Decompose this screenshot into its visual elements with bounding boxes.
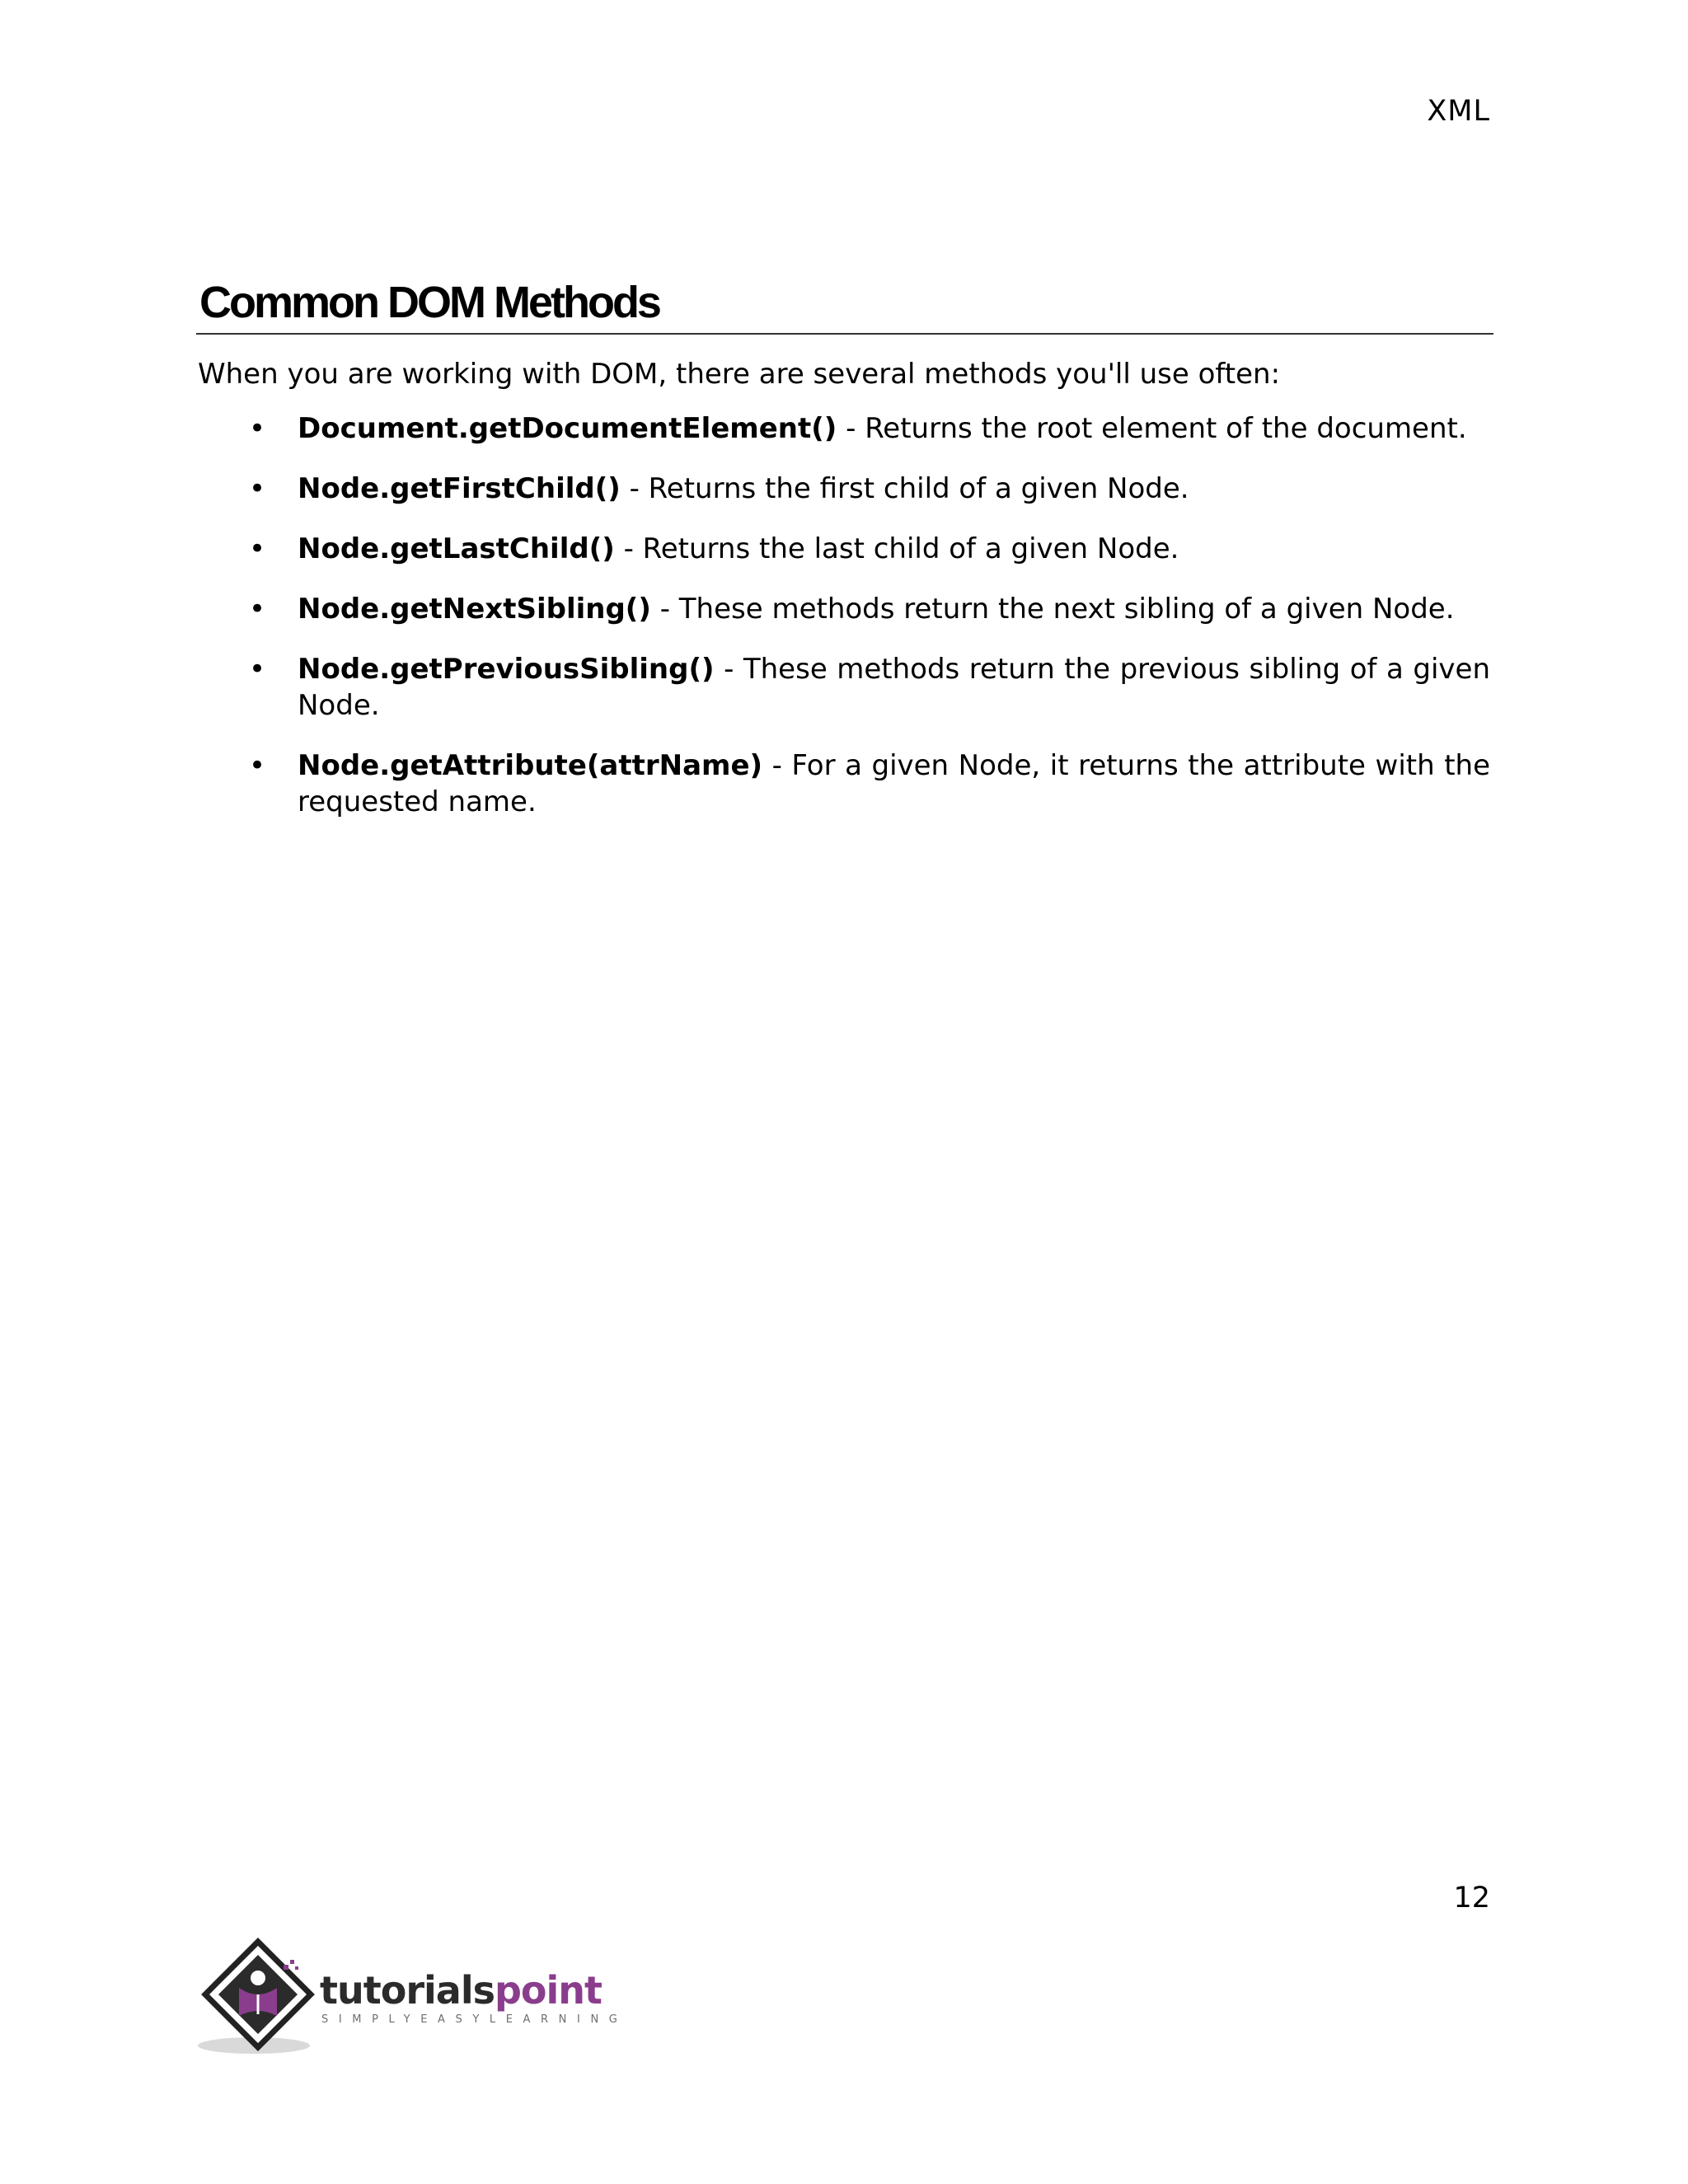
method-description: - Returns the root element of the document.	[837, 412, 1467, 446]
method-name: Node.getFirstChild()	[298, 472, 621, 506]
tutorialspoint-logo	[196, 1937, 628, 2060]
list-item	[198, 748, 1490, 820]
list-item	[198, 471, 1490, 507]
bullet-icon: •	[249, 532, 266, 566]
list-item	[198, 651, 1490, 724]
bullet-icon: •	[249, 412, 266, 446]
page-number: 12	[1453, 1882, 1490, 1915]
method-name: Node.getLastChild()	[298, 532, 615, 566]
logo-word-point: point	[494, 1968, 603, 2013]
list-item	[198, 531, 1490, 567]
list-item	[198, 591, 1490, 627]
logo-wordmark	[320, 1968, 603, 2013]
logo-tagline: SIMPLYEASYLEARNING	[321, 2013, 628, 2026]
method-description: - These methods return the previous sibling of a given Node.	[298, 653, 1490, 723]
method-description: - For a given Node, it returns the attribute with the requested name.	[298, 749, 1490, 819]
method-name: Document.getDocumentElement()	[298, 412, 837, 446]
bullet-icon: •	[249, 653, 266, 687]
bullet-icon: •	[249, 749, 266, 783]
method-description: - Returns the first child of a given Node.	[620, 472, 1189, 506]
title-rule	[196, 333, 1493, 335]
list-item	[198, 410, 1490, 447]
section-title: Common DOM Methods	[199, 278, 659, 327]
method-description: - These methods return the next sibling of a given Node.	[650, 593, 1455, 626]
page-content	[198, 280, 1490, 844]
method-description: - Returns the last child of a given Node.	[614, 532, 1179, 566]
running-header: XML	[1427, 95, 1490, 128]
method-list	[198, 410, 1490, 820]
intro-paragraph: When you are working with DOM, there are several methods you'll use often:	[198, 358, 1281, 391]
method-name: Node.getAttribute(attrName)	[298, 749, 763, 783]
logo-word-tutorials: tutorials	[320, 1968, 495, 2013]
logo-diamond-icon	[196, 1937, 328, 2060]
method-name: Node.getNextSibling()	[298, 593, 651, 626]
method-name: Node.getPreviousSibling()	[298, 653, 715, 687]
bullet-icon: •	[249, 593, 266, 626]
bullet-icon: •	[249, 472, 266, 506]
